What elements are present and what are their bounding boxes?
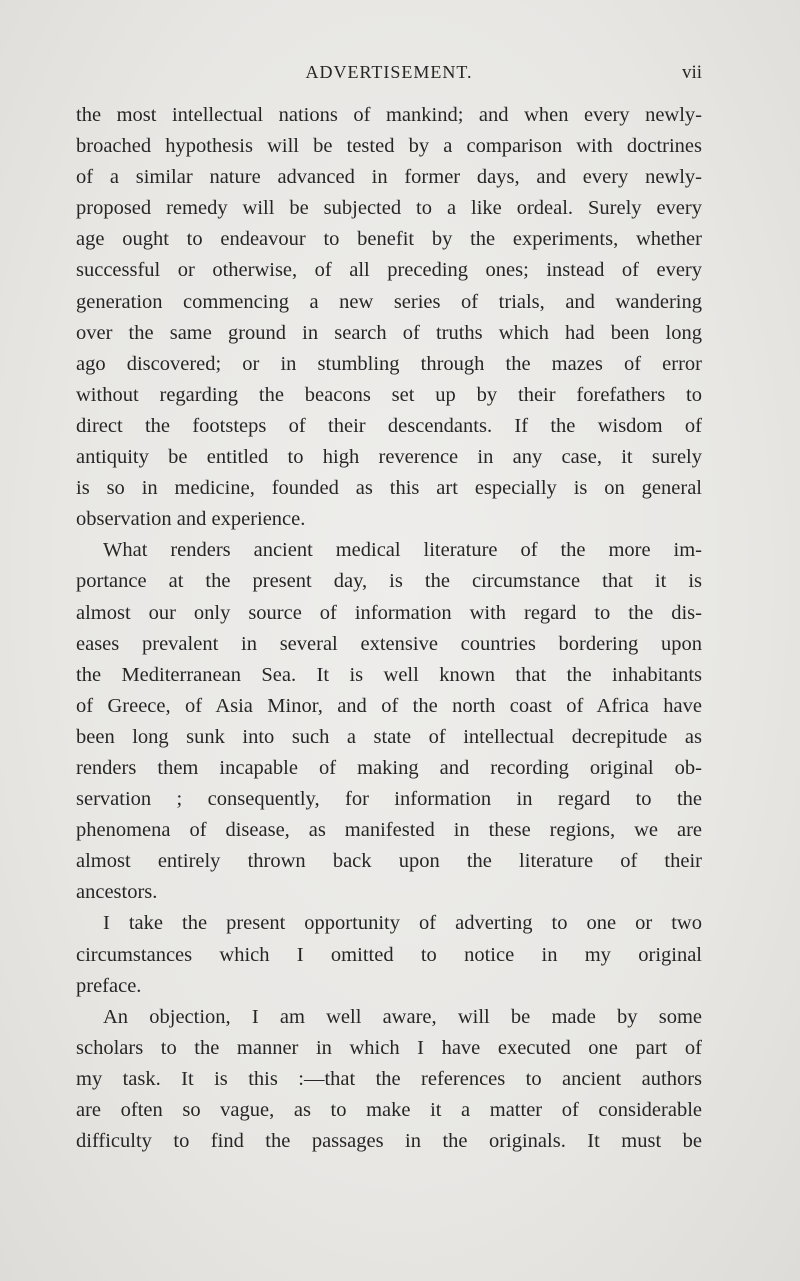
text-line: preface. [76, 974, 142, 997]
text-line: of Greece, of Asia Minor, and of the north coast of Africa have [76, 694, 702, 717]
text-line: successful or otherwise, of all preceding ones; instead of every [76, 259, 702, 282]
text-line: are often so vague, as to make it a matter of considerable [76, 1099, 702, 1121]
text-line: of a similar nature advanced in former days, and every newly- [76, 166, 702, 189]
text-line: age ought to endeavour to benefit by the experiments, whether [76, 228, 702, 251]
text-line: proposed remedy will be subjected to a like ordeal. Surely every [76, 197, 702, 220]
text-line: is so in medicine, founded as this art especially is on general [76, 477, 702, 500]
text-line: observation and experience. [76, 508, 306, 531]
text-line: eases prevalent in several extensive countries bordering upon [76, 632, 702, 655]
page-header [76, 60, 702, 92]
page-number: vii [681, 62, 702, 83]
text-line: renders them incapable of making and recording original ob- [76, 756, 702, 779]
paragraph-first-line: An objection, I am well aware, will be made by some [103, 1005, 702, 1028]
text-line: difficulty to find the passages in the originals. It must be [76, 1130, 702, 1153]
text-line: scholars to the manner in which I have executed one part of [76, 1036, 702, 1059]
text-line: circumstances which I omitted to notice in my original [76, 943, 702, 966]
text-line: almost our only source of information with regard to the dis- [76, 601, 702, 624]
text-line: direct the footsteps of their descendants. If the wisdom of [76, 414, 702, 437]
text-line: generation commencing a new series of trials, and wandering [76, 290, 702, 313]
text-line: the most intellectual nations of mankind; and when every newly- [76, 104, 702, 126]
paragraph-first-line: What renders ancient medical literature of the more im- [103, 539, 702, 562]
text-line: ancestors. [76, 881, 158, 904]
text-line: almost entirely thrown back upon the literature of their [76, 850, 702, 873]
text-line: antiquity be entitled to high reverence in any case, it surely [76, 446, 702, 469]
text-line: ago discovered; or in stumbling through the mazes of error [76, 352, 702, 375]
text-line: servation ; consequently, for information in regard to the [76, 788, 702, 811]
text-line: over the same ground in search of truths which had been long [76, 321, 702, 344]
text-line: the Mediterranean Sea. It is well known that the inhabitants [76, 663, 702, 686]
running-title: ADVERTISEMENT. [305, 62, 473, 82]
body-text [76, 100, 702, 1157]
paragraph-first-line: I take the present opportunity of adverting to one or two [103, 912, 702, 935]
text-line: portance at the present day, is the circumstance that it is [76, 570, 702, 593]
text-line: phenomena of disease, as manifested in these regions, we are [76, 819, 702, 842]
text-line: broached hypothesis will be tested by a comparison with doctrines [76, 135, 702, 158]
text-line: my task. It is this :—that the references to ancient authors [76, 1067, 702, 1090]
text-line: been long sunk into such a state of intellectual decrepitude as [76, 725, 702, 748]
text-line: without regarding the beacons set up by their forefathers to [76, 383, 702, 406]
